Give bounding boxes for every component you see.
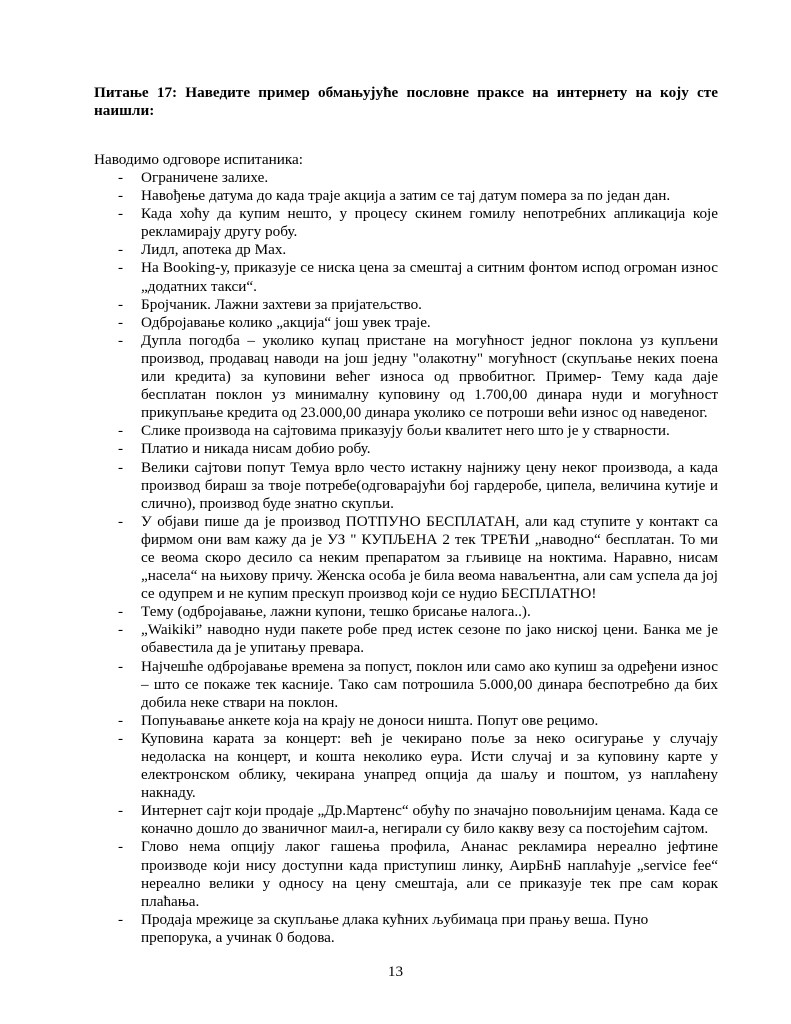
answer-item: - Слике производа на сајтовима приказују бољи квалитет него што је у стварности. bbox=[94, 422, 718, 440]
answer-item: - Продаја мрежице за скупљање длака кућних љубимаца при прању веша. Пуно препорука, а учинак 0 бодова. bbox=[94, 911, 718, 947]
answer-item: - Ограничене залихе. bbox=[94, 169, 718, 187]
answer-item: - На Booking-у, приказује се ниска цена за смештај а ситним фонтом испод огроман износ „додатних такси“. bbox=[94, 259, 718, 295]
answer-item: - Лидл, апотека др Мах. bbox=[94, 241, 718, 259]
answer-item: - Навођење датума до када траје акција а затим се тај датум помера за по један дан. bbox=[94, 187, 718, 205]
answer-item: - Дупла погодба – уколико купац пристане на могућност једног поклона уз купљени производ, продавац наводи на још једну "олакотну" могућност (скупљање неких поена или кредита) за куповини већег износа од првобитног. Пример- Тему када даје бесплатан поклон уз минималну куповину од 1.700,00 динара нуди и могућност прикупљање кредита од 23.000,00 динара уколико се потроши већи износ од наведеног. bbox=[94, 332, 718, 422]
answer-item: - Платио и никада нисам добио робу. bbox=[94, 440, 718, 458]
answer-item: - Интернет сајт који продаје „Др.Мартенс“ обућу по значајно повољнијим ценама. Када се коначно дошло до званичног маил-а, негирали су било какву везу са постојећим сајтом. bbox=[94, 802, 718, 838]
answer-item: - Попуњавање анкете која на крају не доноси ништа. Попут ове рецимо. bbox=[94, 712, 718, 730]
answer-item: - Глово нема опцију лаког гашења профила, Ананас рекламира нереално јефтине производе који нису доступни када приступиш линку, АирБнБ наплаћује „service fee“ нереално велики у односу на цену смештаја, али се приказује тек пре сам корак плаћања. bbox=[94, 838, 718, 910]
answer-item: - „Waikiki” наводно нуди пакете робе пред истек сезоне по јако ниској цени. Банка ме је обавестила да је упитању превара. bbox=[94, 621, 718, 657]
answers-list bbox=[94, 169, 718, 947]
question-heading: Питање 17: Наведите пример обмањујуће пословне праксе на интернету на коју сте наишли: bbox=[94, 84, 718, 120]
answer-item: - Најчешће одбројавање времена за попуст, поклон или само ако купиш за одређени износ – што се покаже тек касније. Тако сам потрошила 5.000,00 динара беспотребно да бих добила неке ствари на поклон. bbox=[94, 658, 718, 712]
page-number: 13 bbox=[387, 963, 404, 980]
answer-item: - Куповина карата за концерт: већ је чекирано поље за неко осигурање у случају недоласка на концерт, и кошта неколико еура. Исти случај и за куповину карте у електронском облику, чекирана унапред опција да шаљу и поштом, уз наплаћену накнаду. bbox=[94, 730, 718, 802]
answer-item: - Тему (одбројавање, лажни купони, тешко брисање налога..). bbox=[94, 603, 718, 621]
answer-item: - Бројчаник. Лажни захтеви за пријатељство. bbox=[94, 296, 718, 314]
answer-item: - Велики сајтови попут Темуа врло често истакну најнижу цену неког производа, а када производ бираш за твоје потребе(одговарајући бој гардеробе, ципела, величина кутије и слично), производ буде знатно скупљи. bbox=[94, 459, 718, 513]
answer-item: - У објави пише да је производ ПОТПУНО БЕСПЛАТАН, али кад ступите у контакт са фирмом они вам кажу да је УЗ " КУПЉЕНА 2 тек ТРЕЋИ „наводно“ бесплатан. То ми се веома скоро десило са неким препаратом за гљивице на ноктима. Наравно, нисам „насела“ на њихову причу. Женска особа је била веома наваљентна, али сам успела да јој се одупрем и не купим прескуп производ који се нудио БЕСПЛАТНО! bbox=[94, 513, 718, 603]
answer-item: - Одбројавање колико „акција“ још увек траје. bbox=[94, 314, 718, 332]
answer-item: - Када хоћу да купим нешто, у процесу скинем гомилу непотребних апликација које рекламирају другу робу. bbox=[94, 205, 718, 241]
intro-text: Наводимо одговоре испитаника: bbox=[94, 151, 303, 168]
